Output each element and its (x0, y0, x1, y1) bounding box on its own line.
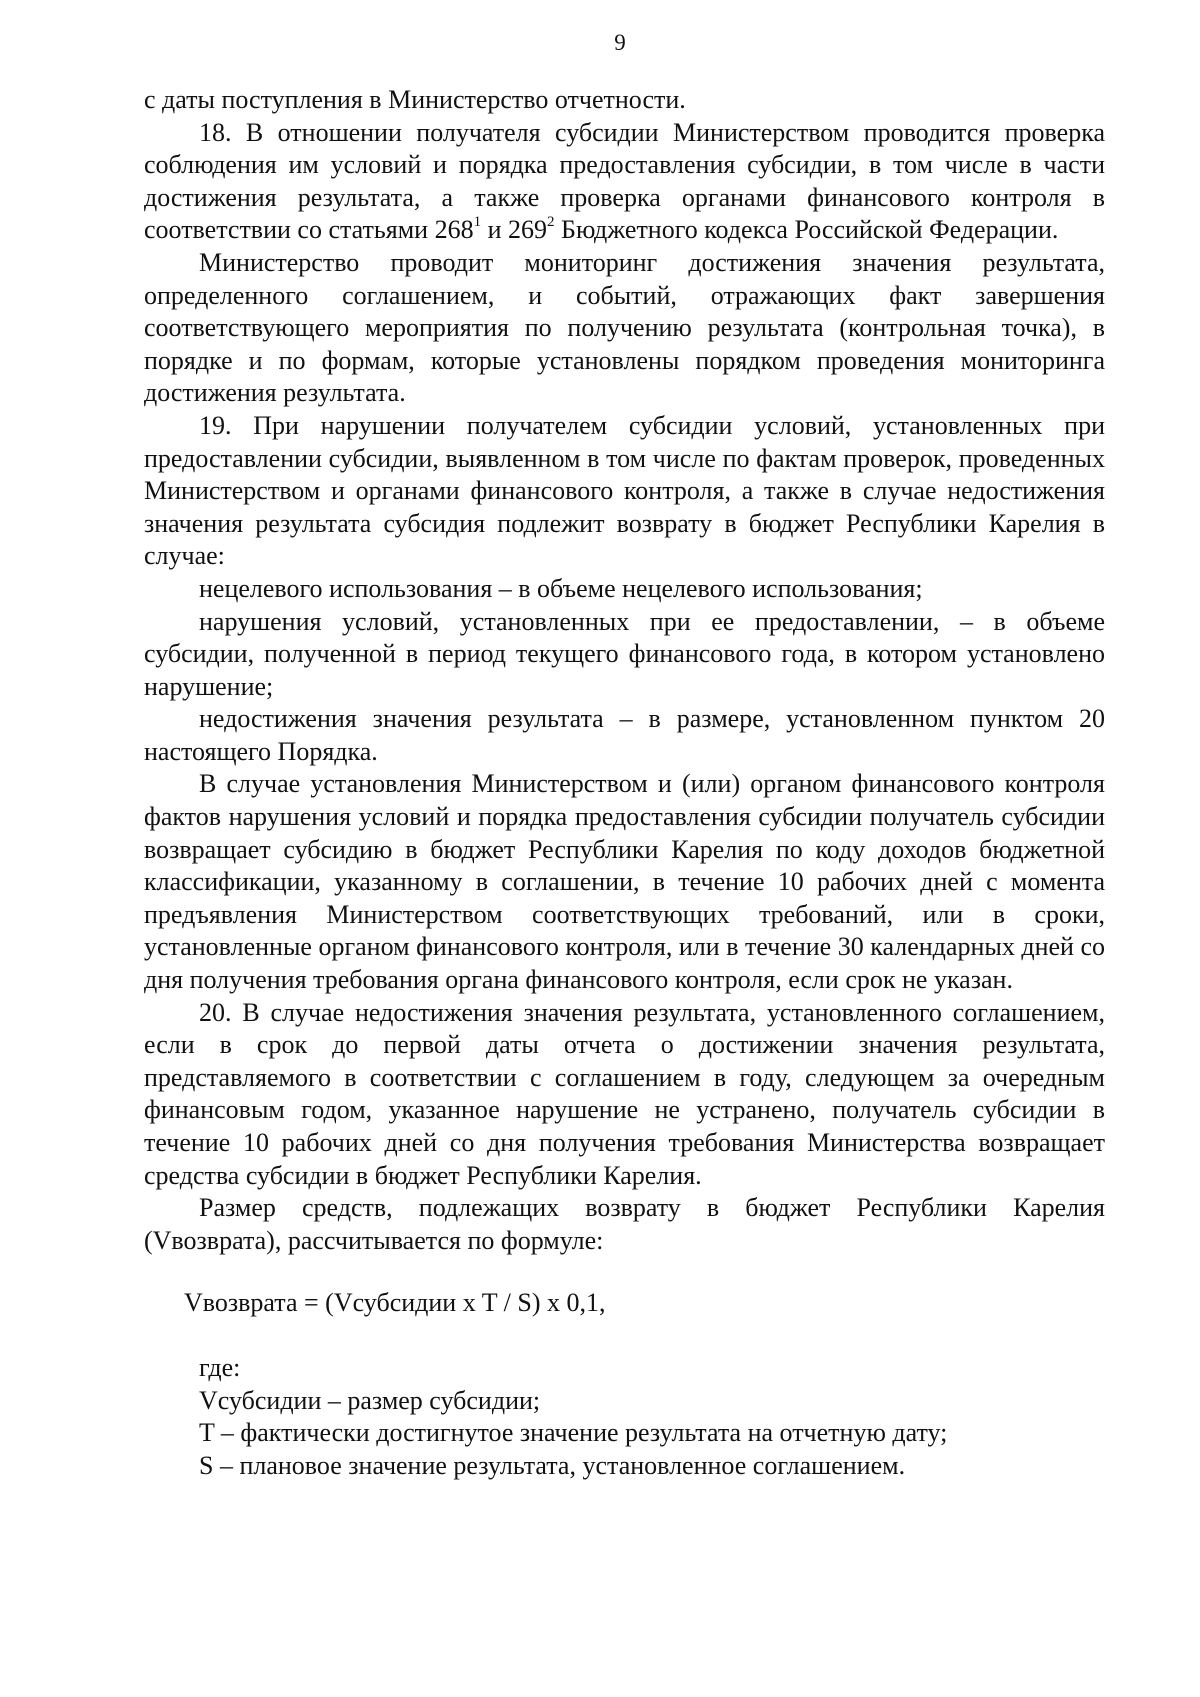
footnote-superscript-1: 1 (473, 214, 482, 231)
paragraph-19: 19. При нарушении получателем субсидии условий, установленных при предоставлении субсидии, выявленном в том числе по фактам проверок, проведенных Министерством и органами финансового контроля, а также в случае недостижения значения результата субсидия подлежит возврату в бюджет Республики Карелия в случае: (144, 410, 1105, 571)
formula-where-label: где: (199, 1352, 241, 1382)
footnote-superscript-2: 2 (547, 214, 555, 231)
paragraph-19-item-violation: нарушения условий, установленных при ее предоставлении, – в объеме субсидии, полученной в период текущего финансового года, в котором установлено нарушение; (144, 606, 1105, 701)
paragraph-18-text-b: и 269 (481, 215, 548, 245)
page-number: 9 (614, 30, 626, 55)
paragraph-violation-refund: В случае установления Министерством и (или) органом финансового контроля фактов нарушения условий и порядка предоставления субсидии получатель субсидии возвращает субсидию в бюджет Республики Карелия по коду доходов бюджетной классификации, указанному в соглашении, в течение 10 рабочих дней с момента предъявления Министерством соответствующих требований, или в сроки, установленные органом финансового контроля, или в течение 30 календарных дней со дня получения требования органа финансового контроля, если срок не указан. (144, 769, 1105, 995)
definition-v-subsidy: Vсубсидии – размер субсидии; (199, 1385, 541, 1415)
paragraph-19-item-misuse: нецелевого использования – в объеме нецелевого использования; (199, 573, 923, 603)
document-body (144, 84, 1105, 1482)
paragraph-20: 20. В случае недостижения значения результата, установленного соглашением, если в срок до первой даты отчета о достижении значения результата, представляемого в соответствии с соглашением в году, следующем за очередным финансовым годом, указанное нарушение не устранено, получатель субсидии в течение 10 рабочих дней со дня получения требования Министерства возвращает средства субсидии в бюджет Республики Карелия. (144, 997, 1105, 1190)
paragraph-intro: с даты поступления в Министерство отчетности. (144, 85, 686, 114)
paragraph-refund-size: Размер средств, подлежащих возврату в бюджет Республики Карелия (Vвозврата), рассчитывается по формуле: (144, 1193, 1105, 1255)
paragraph-19-item-nonachievement: недостижения значения результата – в размере, установленном пунктом 20 настоящего Порядка. (144, 704, 1105, 766)
paragraph-monitoring: Министерство проводит мониторинг достижения значения результата, определенного соглашением, и событий, отражающих факт завершения соответствующего мероприятия по получению результата (контрольная точка), в порядке и по формам, которые установлены порядком проведения мониторинга достижения результата. (144, 247, 1105, 408)
paragraph-18-text-a: 18. В отношении получателя субсидии Министерством проводится проверка соблюдения им условий и порядка предоставления субсидии, в том числе в части достижения результата, а также проверка органами финансового контроля в соответствии со статьями 268 (144, 117, 1105, 245)
definition-s: S – плановое значение результата, установленное соглашением. (199, 1450, 906, 1480)
definition-t: T – фактически достигнутое значение результата на отчетную дату; (199, 1418, 948, 1448)
paragraph-18 (144, 117, 1105, 247)
refund-formula: Vвозврата = (Vсубсидии x T / S) x 0,1, (184, 1288, 606, 1318)
paragraph-18-text-c: Бюджетного кодекса Российской Федерации. (554, 215, 1059, 245)
